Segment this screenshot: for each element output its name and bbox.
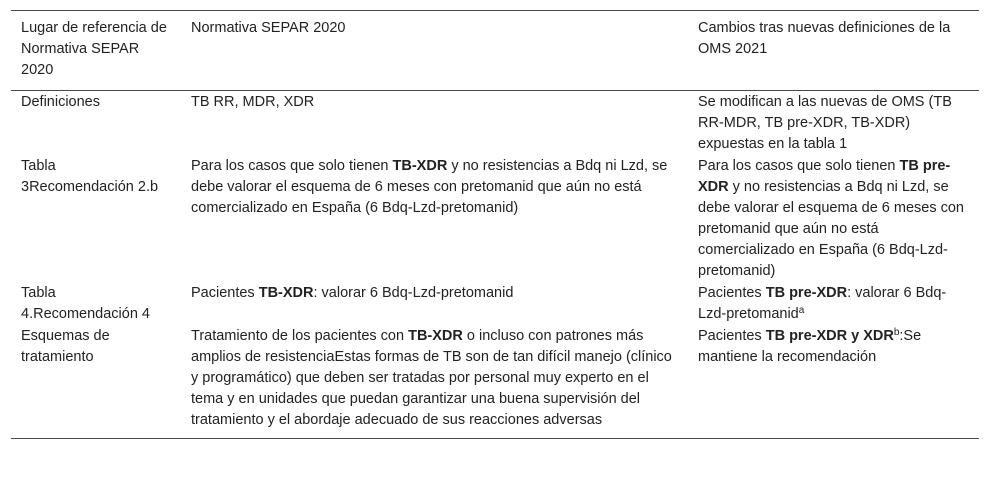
cell-oms xyxy=(688,156,979,283)
cell-text: y no resistencias a Bdq ni Lzd, se debe valorar el esquema de 6 meses con pretomanid que aún no está comercializado en España (6 Bdq-Lzd-pretomanid) xyxy=(698,179,964,279)
cell-text-bold: TB-XDR xyxy=(392,158,448,174)
table-row xyxy=(11,283,979,326)
cell-separ xyxy=(181,156,688,283)
cell-oms: Se modifican a las nuevas de OMS (TB RR-MDR, TB pre-XDR, TB-XDR) expuestas en la tabla 1 xyxy=(698,94,952,152)
cell-text: : valorar 6 Bdq-Lzd-pretomanid xyxy=(698,285,947,322)
cell-text-bold: TB pre-XDR xyxy=(698,158,951,195)
header-separ-2020: Normativa SEPAR 2020 xyxy=(181,11,688,91)
cell-separ xyxy=(181,283,688,326)
cell-separ xyxy=(181,326,688,439)
cell-reference: Tabla 4.Recomendación 4 xyxy=(21,285,150,322)
cell-text: Pacientes xyxy=(698,285,766,301)
cell-text-bold: TB-XDR xyxy=(258,285,314,301)
table-row xyxy=(11,326,979,439)
table-row xyxy=(11,91,979,157)
cell-text-bold: TB pre-XDR xyxy=(765,285,848,301)
header-reference: Lugar de referencia de Normativa SEPAR 2020 xyxy=(11,11,181,91)
cell-reference: Definiciones xyxy=(21,94,100,110)
header-oms-2021-changes: Cambios tras nuevas definiciones de la OMS 2021 xyxy=(688,11,979,91)
cell-oms xyxy=(688,326,979,439)
cell-text: :Se mantiene la recomendación xyxy=(698,328,922,365)
cell-reference: Tabla 3Recomendación 2.b xyxy=(21,158,159,195)
cell-text: o incluso con patrones más amplios de resistenciaEstas formas de TB son de tan difícil manejo (clínico y programático) que deben ser tratadas por personal muy experto en el tema y en unidades que puedan garantizar una buena supervisión del tratamiento y el abordaje adecuado de sus reacciones adversas xyxy=(191,328,672,428)
footnote-marker: b xyxy=(893,327,900,338)
cell-text: Pacientes xyxy=(698,328,766,344)
cell-text: Para los casos que solo tienen xyxy=(698,158,900,174)
cell-oms xyxy=(688,283,979,326)
footnote-marker: a xyxy=(798,305,805,316)
cell-text-bold: TB-XDR xyxy=(408,328,463,344)
cell-text: Pacientes xyxy=(191,285,259,301)
cell-text: Tratamiento de los pacientes con xyxy=(191,328,409,344)
table-row xyxy=(11,156,979,283)
header-row xyxy=(11,11,979,91)
cell-text: y no resistencias a Bdq ni Lzd, se debe valorar el esquema de 6 meses con pretomanid que aún no está comercializado en España (6 Bdq-Lzd-pretomanid) xyxy=(191,158,668,216)
comparison-table xyxy=(11,10,979,439)
cell-separ: TB RR, MDR, XDR xyxy=(191,94,315,110)
cell-text-bold: TB pre-XDR y XDR xyxy=(765,328,894,344)
cell-reference: Esquemas de tratamiento xyxy=(11,326,181,439)
cell-text: Para los casos que solo tienen xyxy=(191,158,393,174)
cell-text: : valorar 6 Bdq-Lzd-pretomanid xyxy=(313,285,514,301)
